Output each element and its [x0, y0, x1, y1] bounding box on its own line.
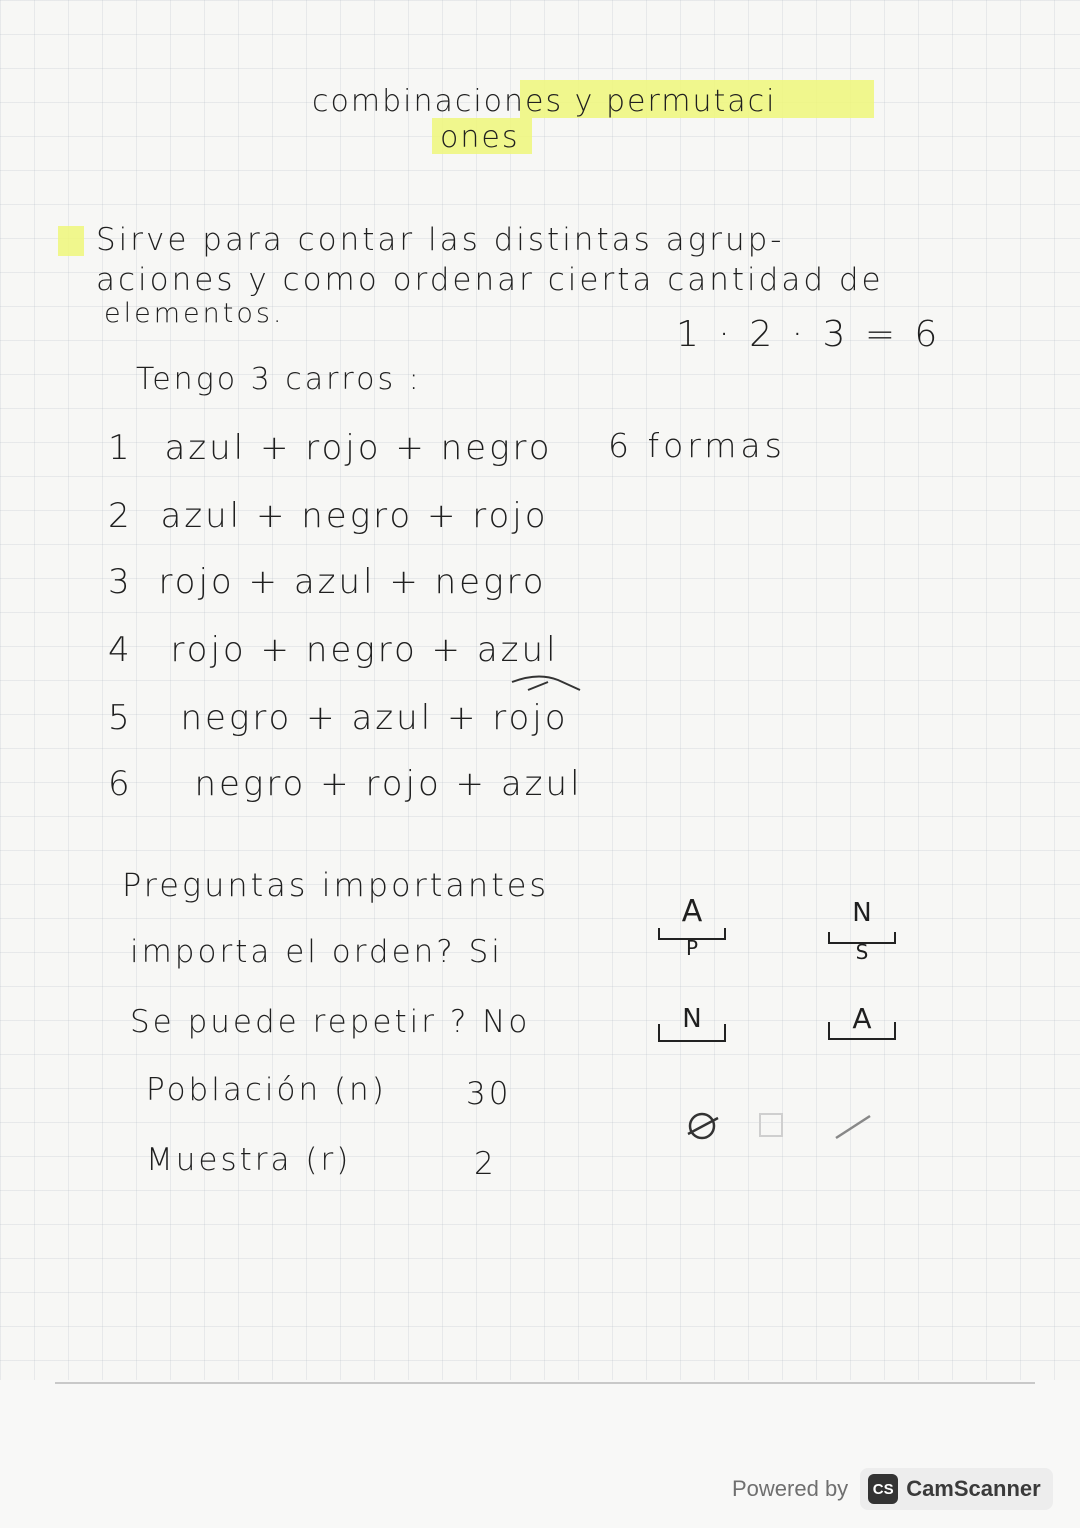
page-bottom-rule — [55, 1382, 1035, 1384]
camscanner-badge — [860, 1468, 1053, 1510]
faint-stroke — [836, 1116, 870, 1138]
slot-subscript: P — [685, 936, 699, 960]
population-value: 30 — [466, 1076, 512, 1112]
scribble-arrow-icon — [508, 668, 588, 708]
margin-highlight — [58, 226, 84, 256]
item-number: 1 — [108, 428, 133, 468]
slot-subscript: S — [855, 940, 869, 964]
intro-line1: Sirve para contar las distintas agrup- — [96, 222, 785, 258]
camscanner-watermark — [732, 1466, 1053, 1512]
list-item — [108, 428, 553, 468]
intro-line2: aciones y como ordenar cierta cantidad de — [96, 262, 884, 298]
list-item — [108, 698, 569, 738]
intro-line3: elementos. — [104, 298, 285, 329]
ways-note: 6 formas — [608, 426, 786, 465]
item-text: negro + rojo + azul — [194, 764, 583, 804]
question-order: importa el orden? Si — [130, 934, 503, 970]
item-number: 6 — [108, 764, 133, 804]
slot-letter: A — [852, 1002, 872, 1035]
item-text: negro + azul + rojo — [180, 698, 569, 738]
faint-square-icon — [760, 1114, 782, 1136]
slot-n-s — [822, 898, 902, 968]
slot-bracket — [658, 1024, 726, 1042]
slot-a-p — [652, 894, 732, 964]
camscanner-brand: CamScanner — [906, 1476, 1041, 1501]
sample-label: Muestra (r) — [146, 1142, 352, 1178]
page-title-line2: ones — [440, 120, 520, 155]
camscanner-logo-icon: CS — [868, 1474, 898, 1504]
list-item — [108, 496, 549, 536]
sample-value: 2 — [474, 1146, 497, 1182]
question-repeat: Se puede repetir ? No — [130, 1004, 531, 1040]
item-text: azul + negro + rojo — [160, 496, 549, 536]
slot-bracket — [828, 1022, 896, 1040]
powered-by-text: Powered by — [732, 1476, 849, 1501]
questions-heading: Preguntas importantes — [122, 866, 550, 904]
item-number: 3 — [108, 562, 133, 602]
slot-letter: A — [681, 894, 703, 929]
item-number: 2 — [108, 496, 133, 536]
slot-a — [822, 1002, 902, 1072]
list-item — [108, 562, 547, 602]
item-text: rojo + azul + negro — [158, 562, 547, 602]
slot-letter: N — [852, 898, 872, 928]
factorial-formula: 1 · 2 · 3 = 6 — [676, 314, 942, 355]
item-text: rojo + negro + azul — [170, 630, 559, 670]
page-title-line1: combinaciones y permutaci — [312, 84, 777, 119]
population-label: Población (n) — [146, 1072, 387, 1108]
slot-letter: N — [682, 1004, 702, 1034]
item-number: 5 — [108, 698, 133, 738]
list-item — [108, 764, 583, 804]
doodle-icons — [684, 1108, 884, 1148]
cars-heading: Tengo 3 carros : — [136, 362, 422, 397]
slot-n — [652, 1004, 732, 1074]
item-text: azul + rojo + negro — [164, 428, 553, 468]
list-item — [108, 630, 559, 670]
item-number: 4 — [108, 630, 133, 670]
